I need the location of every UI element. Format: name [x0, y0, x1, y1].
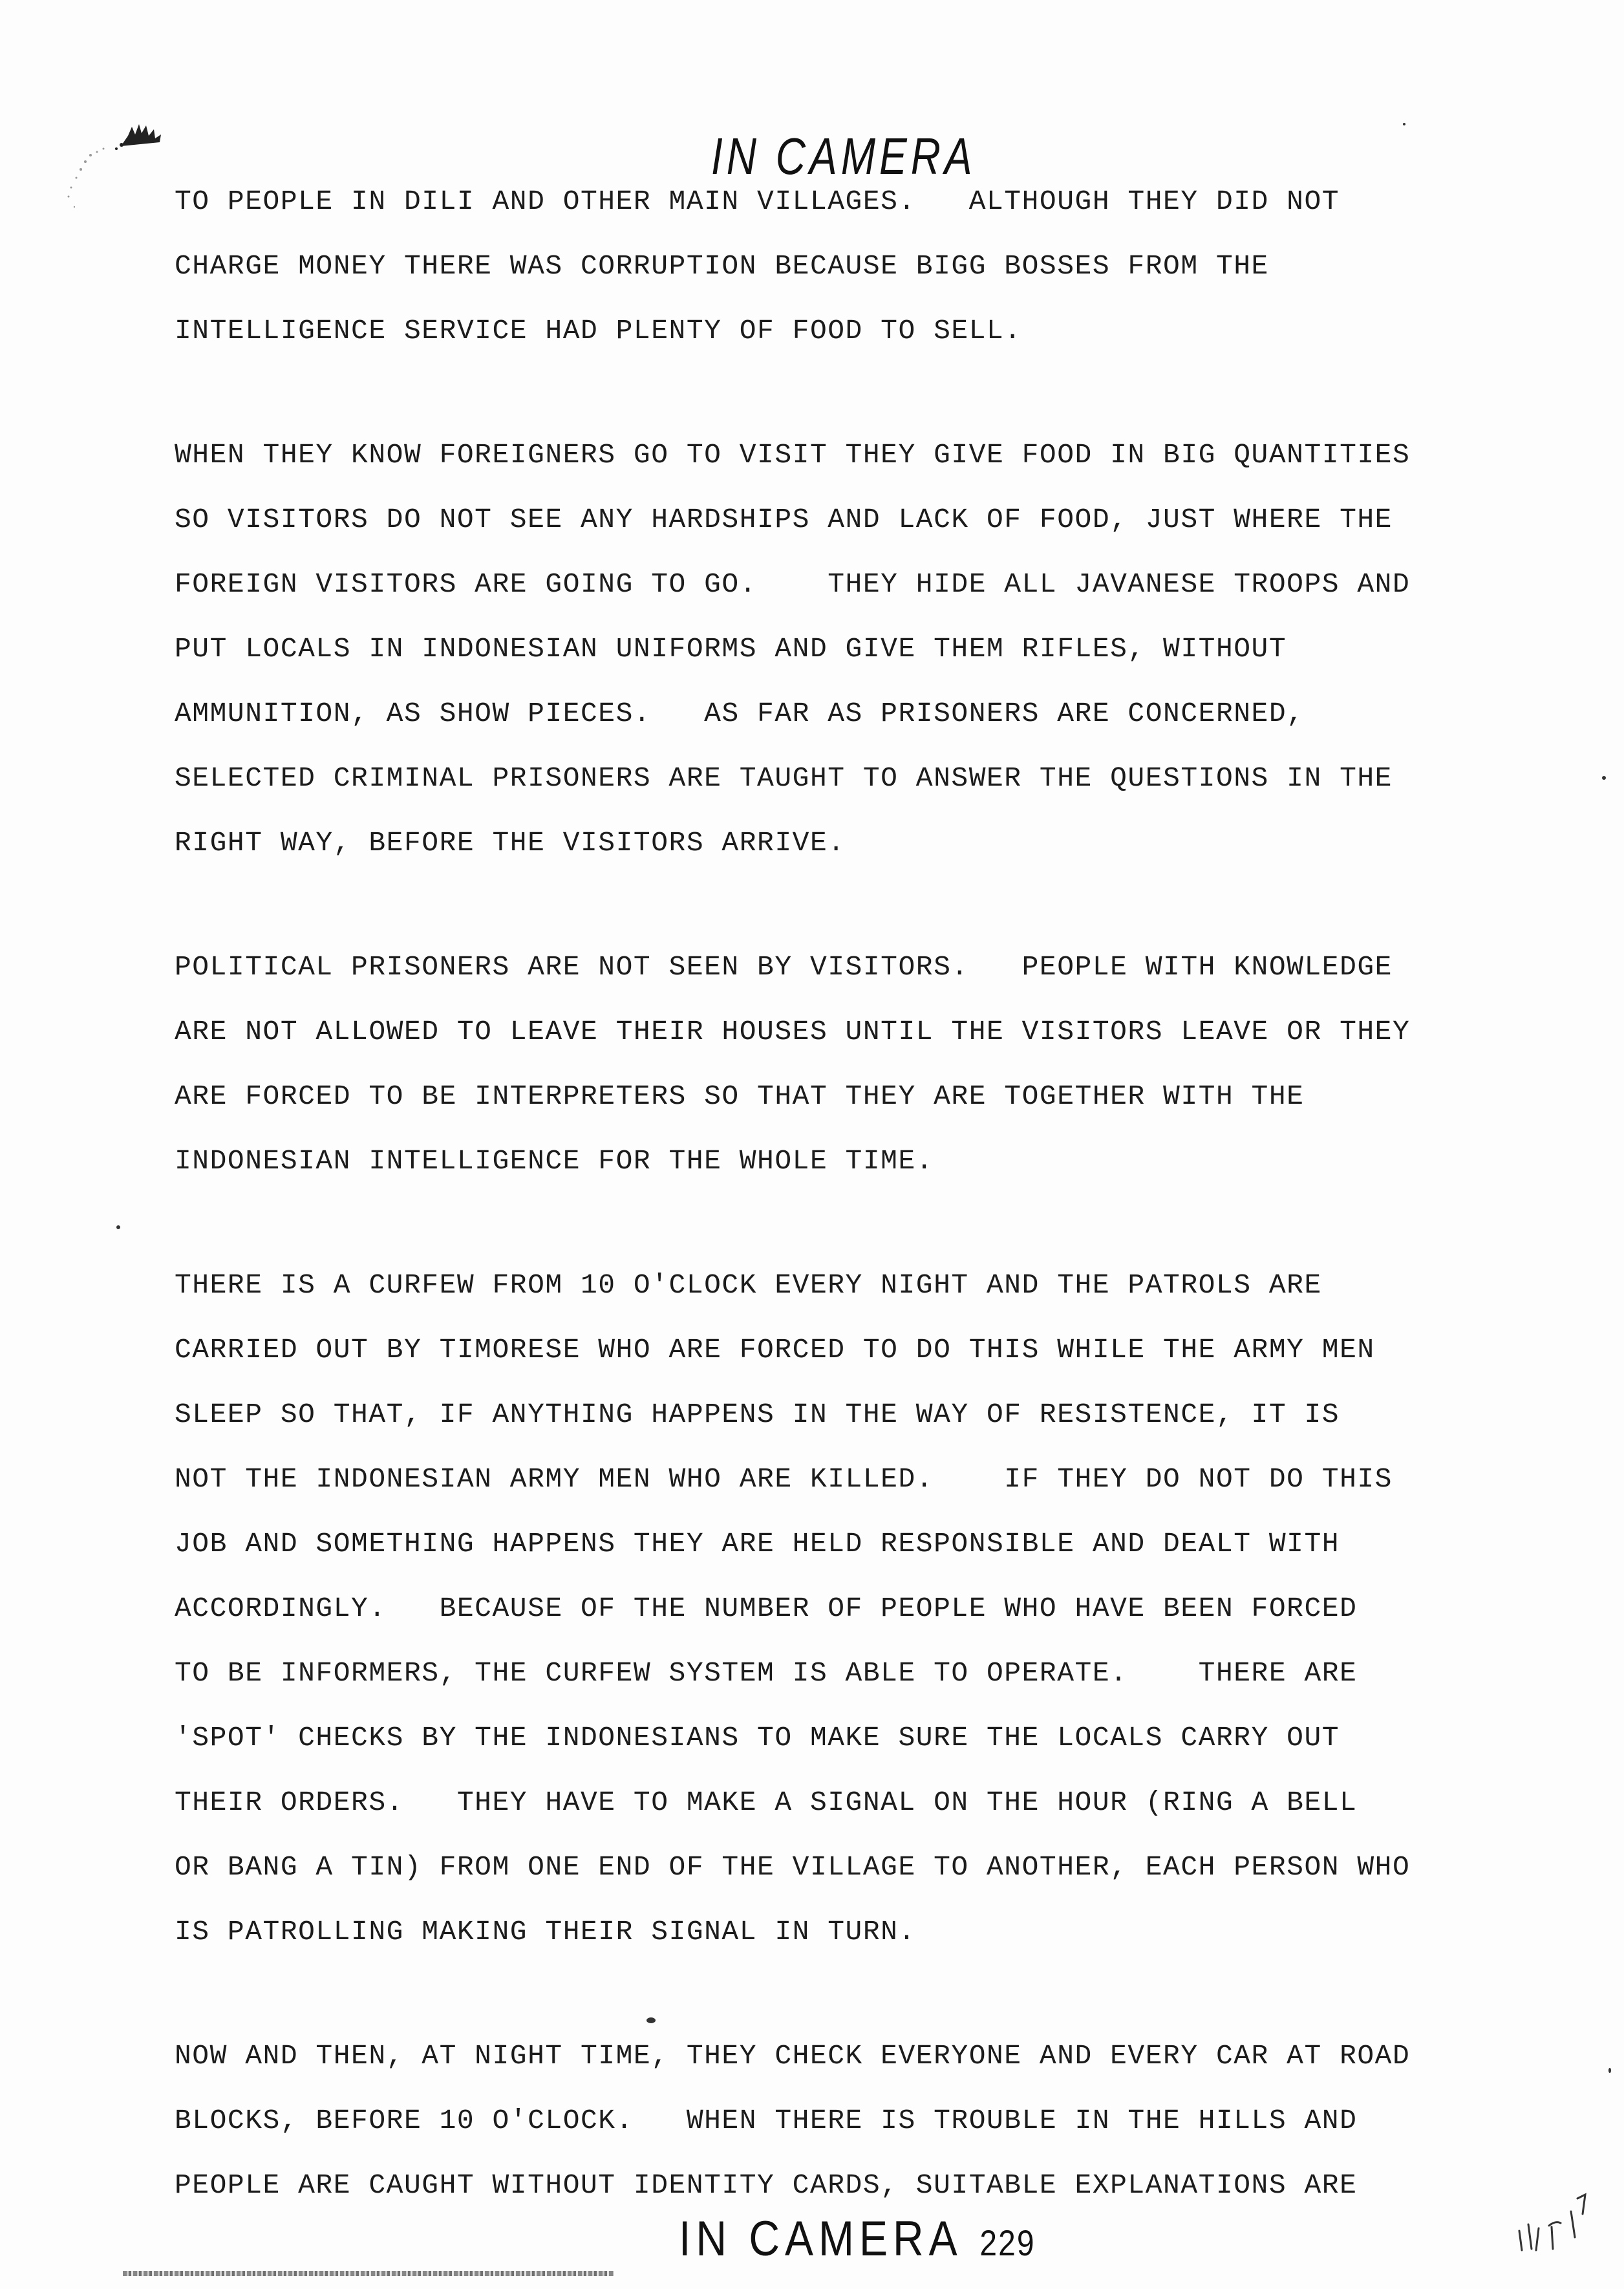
text-line: PUT LOCALS IN INDONESIAN UNIFORMS AND GIVE THEM RIFLES, WITHOUT [175, 633, 1287, 665]
text-line: CHARGE MONEY THERE WAS CORRUPTION BECAUSE BIGG BOSSES FROM THE [175, 250, 1269, 282]
text-line: INDONESIAN INTELLIGENCE FOR THE WHOLE TIME. [175, 1145, 934, 1177]
text-line: SLEEP SO THAT, IF ANYTHING HAPPENS IN THE WAY OF RESISTENCE, IT IS [175, 1399, 1340, 1430]
handwritten-margin-mark [1506, 2186, 1603, 2257]
scan-speck [1403, 123, 1405, 125]
scan-speck [1602, 776, 1606, 780]
text-line: ARE FORCED TO BE INTERPRETERS SO THAT THEY ARE TOGETHER WITH THE [175, 1080, 1305, 1112]
page-number: 229 [979, 2224, 1036, 2264]
text-line: JOB AND SOMETHING HAPPENS THEY ARE HELD RESPONSIBLE AND DEALT WITH [175, 1528, 1340, 1560]
text-line: TO BE INFORMERS, THE CURFEW SYSTEM IS ABLE TO OPERATE. THERE ARE [175, 1657, 1358, 1689]
scan-speck [116, 1225, 120, 1229]
text-line: TO PEOPLE IN DILI AND OTHER MAIN VILLAGES. ALTHOUGH THEY DID NOT [175, 186, 1340, 217]
text-line: THEIR ORDERS. THEY HAVE TO MAKE A SIGNAL ON THE HOUR (RING A BELL [175, 1787, 1358, 1818]
scan-edge-artifact [123, 2271, 614, 2276]
text-line: NOW AND THEN, AT NIGHT TIME, THEY CHECK EVERYONE AND EVERY CAR AT ROAD [175, 2040, 1411, 2072]
scan-speck [1608, 2068, 1611, 2073]
paragraph [175, 935, 1577, 1194]
footer-stamp-text: IN CAMERA [679, 2211, 961, 2266]
in-camera-stamp-top: IN CAMERA [711, 127, 976, 186]
text-line: THERE IS A CURFEW FROM 10 O'CLOCK EVERY NIGHT AND THE PATROLS ARE [175, 1269, 1322, 1301]
document-body [175, 169, 1577, 2277]
text-line: CARRIED OUT BY TIMORESE WHO ARE FORCED TO DO THIS WHILE THE ARMY MEN [175, 1334, 1375, 1366]
paragraph [175, 169, 1577, 363]
text-line: OR BANG A TIN) FROM ONE END OF THE VILLAGE TO ANOTHER, EACH PERSON WHO [175, 1851, 1411, 1883]
in-camera-stamp-bottom [679, 2210, 1036, 2266]
text-line: IS PATROLLING MAKING THEIR SIGNAL IN TURN. [175, 1916, 916, 1948]
text-line: WHEN THEY KNOW FOREIGNERS GO TO VISIT THEY GIVE FOOD IN BIG QUANTITIES [175, 439, 1411, 471]
text-line: 'SPOT' CHECKS BY THE INDONESIANS TO MAKE SURE THE LOCALS CARRY OUT [175, 1722, 1340, 1754]
text-line: SELECTED CRIMINAL PRISONERS ARE TAUGHT TO ANSWER THE QUESTIONS IN THE [175, 762, 1393, 794]
text-line: AMMUNITION, AS SHOW PIECES. AS FAR AS PRISONERS ARE CONCERNED, [175, 698, 1305, 729]
text-line: SO VISITORS DO NOT SEE ANY HARDSHIPS AND LACK OF FOOD, JUST WHERE THE [175, 504, 1393, 535]
text-line: POLITICAL PRISONERS ARE NOT SEEN BY VISITORS. PEOPLE WITH KNOWLEDGE [175, 951, 1393, 983]
scan-speck [646, 2017, 656, 2023]
text-line: BLOCKS, BEFORE 10 O'CLOCK. WHEN THERE IS TROUBLE IN THE HILLS AND [175, 2105, 1358, 2136]
paragraph [175, 423, 1577, 876]
text-line: FOREIGN VISITORS ARE GOING TO GO. THEY HIDE ALL JAVANESE TROOPS AND [175, 568, 1411, 600]
text-line: INTELLIGENCE SERVICE HAD PLENTY OF FOOD TO SELL. [175, 315, 1022, 347]
paragraph [175, 1253, 1577, 1964]
paragraph [175, 2024, 1577, 2218]
text-line: PEOPLE ARE CAUGHT WITHOUT IDENTITY CARDS, SUITABLE EXPLANATIONS ARE [175, 2169, 1358, 2201]
text-line: NOT THE INDONESIAN ARMY MEN WHO ARE KILLED. IF THEY DO NOT DO THIS [175, 1463, 1393, 1495]
text-line: ARE NOT ALLOWED TO LEAVE THEIR HOUSES UNTIL THE VISITORS LEAVE OR THEY [175, 1016, 1411, 1048]
text-line: ACCORDINGLY. BECAUSE OF THE NUMBER OF PEOPLE WHO HAVE BEEN FORCED [175, 1593, 1358, 1624]
text-line: RIGHT WAY, BEFORE THE VISITORS ARRIVE. [175, 827, 846, 859]
